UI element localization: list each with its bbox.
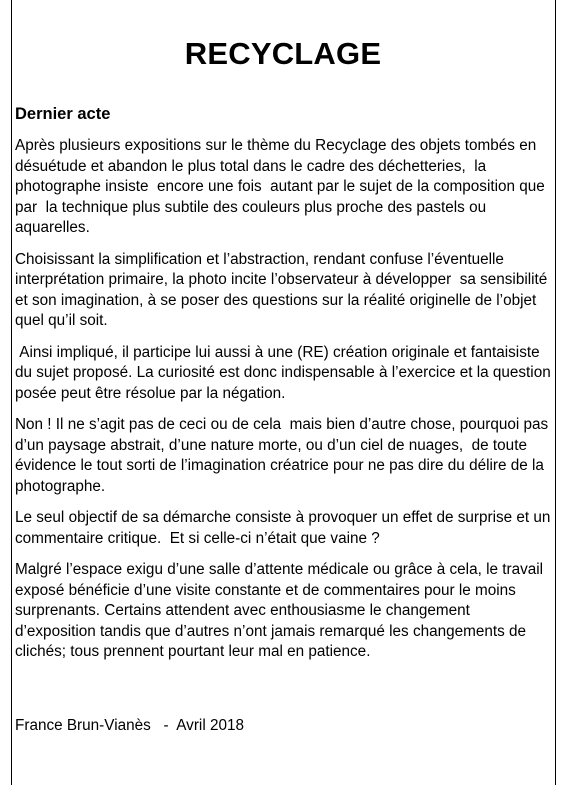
document-body [15,104,555,674]
paragraph-4: Non ! Il ne s’agit pas de ceci ou de cela mais bien d’autre chose, pourquoi pas d’un paysage abstrait, d’une nature morte, ou d’un ciel de nuages, de toute évidence le tout sorti de l’imagination créatrice pour ne pas dire du délire de la photographe. [15,416,553,495]
paragraph-6: Malgré l’espace exigu d’une salle d’attente médicale ou grâce à cela, le travail exposé bénéficie d’une visite constante et de commentaires pour le moins surprenants. Certains attendent avec enthousiasme le changement d’exposition tandis que d’autres n’ont jamais remarqué les changements de clichés; tous prennent pourtant leur mal en patience. [15,561,548,660]
page-border-left [11,0,12,785]
page-border-right [555,0,556,785]
paragraph-1: Après plusieurs expositions sur le thème du Recyclage des objets tombés en désuétude et abandon le plus total dans le cadre des déchetteries, la photographe insiste encore une fois autant par le sujet de la composition que par la technique plus subtile des couleurs plus proche des pastels ou aquarelles. [15,137,550,236]
paragraph-2: Choisissant la simplification et l’abstraction, rendant confuse l’éventuelle interprétation primaire, la photo incite l’observateur à développer sa sensibilité et son imagination, à se poser des questions sur la réalité originelle de l’objet quel qu’il soit. [15,250,552,329]
section-heading: Dernier acte [15,105,111,123]
signature: France Brun-Vianès - Avril 2018 [15,717,245,734]
paragraph-3: Ainsi impliqué, il participe lui aussi à une (RE) création originale et fantaisiste du sujet proposé. La curiosité est donc indispensable à l’exercice et la question posée peut être résolue par la négation. [15,343,555,402]
page-title: RECYCLAGE [184,35,382,71]
paragraph-5: Le seul objectif de sa démarche consiste à provoquer un effet de surprise et un commentaire critique. Et si celle-ci n’était que vaine ? [15,509,555,547]
